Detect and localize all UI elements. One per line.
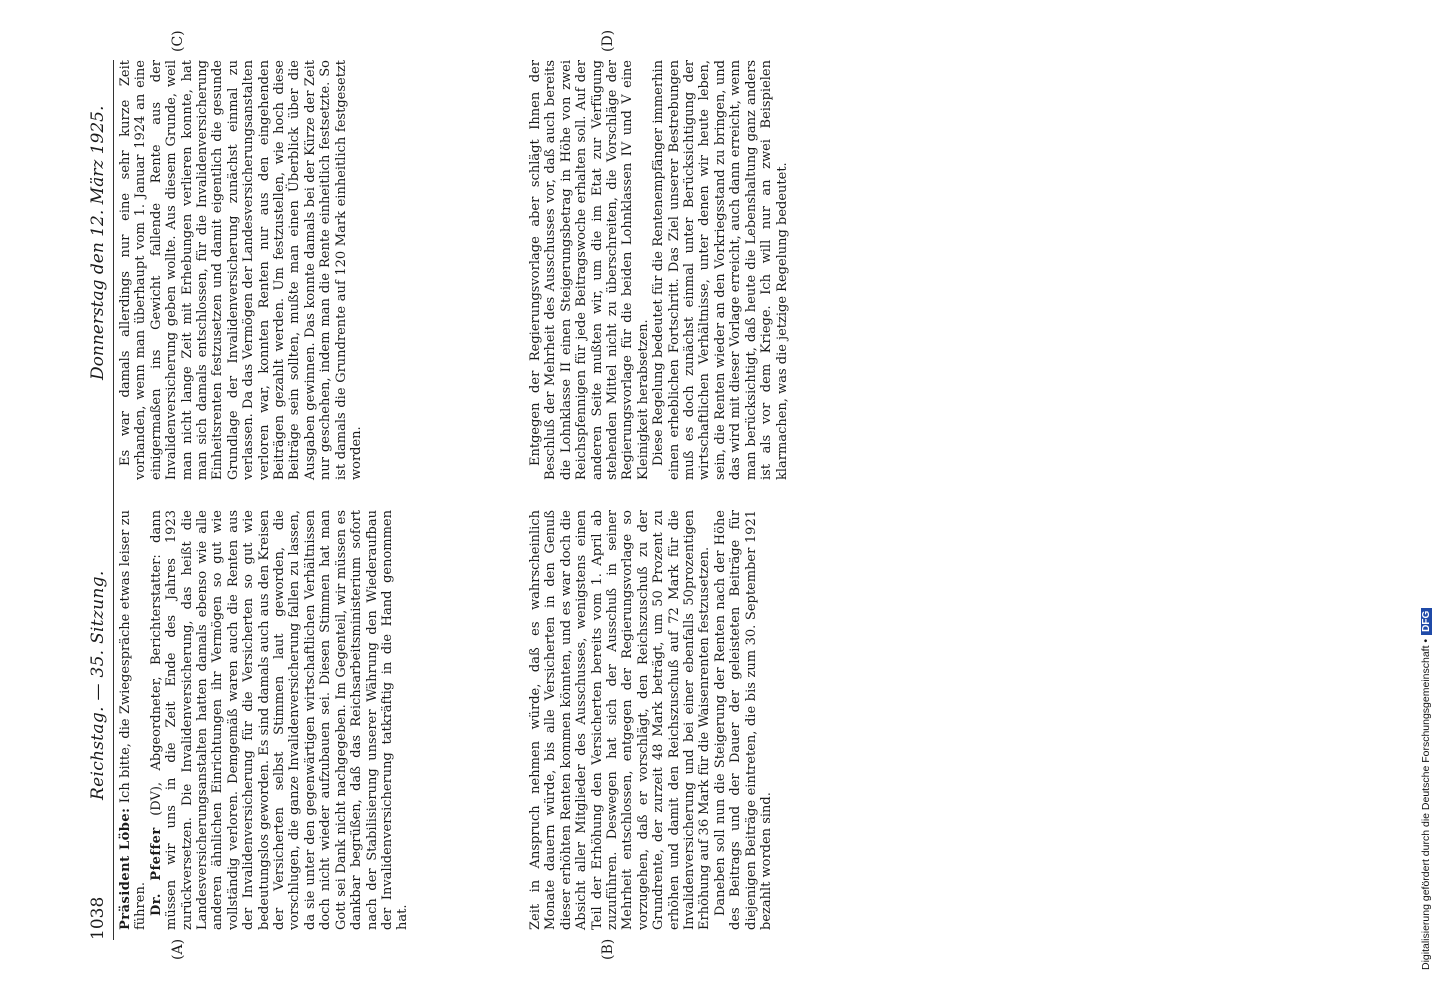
text-column-3 — [528, 510, 775, 930]
paragraph — [118, 60, 365, 480]
paragraph — [528, 510, 713, 930]
marker-a: (A) — [170, 938, 186, 960]
paragraph-text: Ich bitte, die Zwiegespräche etwas leiser zu führen. — [118, 510, 149, 930]
speaker-name: Dr. Pfeffer — [148, 827, 164, 916]
paragraph — [118, 510, 149, 930]
header-rule — [113, 60, 114, 940]
paragraph-text: Es war damals allerdings nur eine sehr kurze Zeit vorhanden, wenn man überhaupt vom 1. Januar 1924 an eine einigermaßen ins Gewicht fallende Rente aus der Invalidenversicherung geben wollte. Aus diesem Grunde, weil man nicht lange Zeit mit Erhebungen verlieren konnte, hat man sich damals entschlossen, für die Invalidenversicherung Einheitsrenten festzusetzen und damit eigentlich die gesunde Grundlage der Invalidenversicherung zunächst einmal zu verlassen. Da das Vermögen der Landesversicherungsanstalten verloren war, konnten Renten nur aus den eingehenden Beiträgen gezahlt werden. Um festzustellen, wie hoch diese Beiträge sein sollten, mußte man einen Überblick über die Ausgaben gewinnen. Das konnte damals bei der Kürze der Zeit nur geschehen, indem man die Rente einheitlich festsetzte. So ist damals die Grundrente auf 120 Mark einheitlich festgesetzt worden. — [118, 60, 365, 480]
page-header — [84, 60, 112, 940]
paragraph-text: Entgegen der Regierungsvorlage aber schlägt Ihnen der Beschluß der Mehrheit des Ausschusses vor, daß auch bereits die Lohnklasse II einen Steigerungsbetrag in Höhe von zwei Reichspfennigen für jede Beitragswoche erhalten soll. Auf der anderen Seite mußten wir, um die im Etat zur Verfügung stehenden Mittel nicht zu überschreiten, die Vorschläge der Regierungsvorlage für die beiden Lohnklassen IV und V eine Kleinigkeit herabsetzen. — [528, 60, 651, 480]
paragraph-text: Zeit in Anspruch nehmen würde, daß es wahrscheinlich Monate dauern würde, bis alle Versicherten in den Genuß dieser erhöhten Renten kommen könnten, und es war doch die Absicht aller Mitglieder des Ausschusses, wenigstens einen Teil der Erhöhung den Versicherten bereits vom 1. April ab zuzuführen. Deswegen hat sich der Ausschuß in seiner Mehrheit entschlossen, entgegen der Regierungsvorlage so vorzugehen, daß er vorschlägt, den Reichszuschuß zu der Grundrente, der zurzeit 48 Mark beträgt, um 50 Prozent zu erhöhen und damit den Reichszuschuß auf 72 Mark für die Invalidenversicherung und bei einer ebenfalls 50prozentigen Erhöhung auf 36 Mark für die Waisenrenten festzusetzen. — [528, 510, 713, 930]
marker-d: (D) — [600, 29, 616, 52]
credit-text: Digitalisierung gefördert durch die Deutsche Forschungsgemeinschaft • — [1420, 638, 1432, 970]
paragraph — [713, 510, 775, 930]
text-column-1 — [118, 510, 411, 930]
credit-line — [1420, 608, 1432, 970]
speaker-name: Präsident Löbe: — [118, 807, 133, 930]
paragraph-text: (DV), Abgeordneter, Berichterstatter: dann müssen wir uns in die Zeit Ende des Jahres 1923 zurückversetzen. Die Invalidenversicherung, das heißt die Landesversicherungsanstalten hatten damals ebenso wie alle anderen ähnlichen Einrichtungen ihr Vermögen so gut wie vollständig verloren. Demgemäß waren auch die Renten aus der Invalidenversicherung für die Versicherten so gut wie bedeutungslos geworden. Es sind damals auch aus den Kreisen der Versicherten selbst Stimmen laut geworden, die vorschlugen, die ganze Invalidenversicherung fallen zu lassen, da sie unter den gegenwärtigen wirtschaftlichen Verhältnissen doch nicht wieder aufzubauen sei. Diesen Stimmen hat man Gott sei Dank nicht nachgegeben. Im Gegenteil, wir müssen es dankbar begrüßen, daß das Reichsarbeitsministerium sofort nach der Stabilisierung unserer Währung den Wiederaufbau der Invalidenversicherung tatkräftig in die Hand genommen hat. — [148, 510, 411, 930]
paragraph — [651, 60, 790, 480]
paragraph — [149, 510, 411, 930]
paragraph-text: Daneben soll nun die Steigerung der Renten nach der Höhe des Beitrags und der Dauer der geleisteten Beiträge für diejenigen Beiträge eintreten, die bis zum 30. September 1921 bezahlt worden sind. — [712, 510, 775, 930]
session-date: Donnerstag den 12. März 1925. — [88, 105, 108, 380]
marker-b: (B) — [600, 938, 616, 960]
page-number: 1038 — [88, 896, 108, 940]
running-head: Reichstag. — 35. Sitzung. — [88, 570, 108, 800]
paragraph-text: Diese Regelung bedeutet für die Rentenempfänger immerhin einen erheblichen Fortschritt. Das Ziel unserer Bestrebungen muß es doch zunächst einmal unter Berücksichtigung der wirtschaftlichen Verhältnisse, unter denen wir heute leben, sein, die Renten wieder an den Vorkriegsstand zu bringen, und das wird mit dieser Vorlage erreicht, auch dann erreicht, wenn man berücksichtigt, daß heute die Lebenshaltung ganz anders ist als vor dem Kriege. Ich will nur an zwei Beispielen klarmachen, was die jetzige Regelung bedeutet. — [651, 60, 790, 480]
marker-c: (C) — [170, 30, 186, 52]
paragraph — [528, 60, 651, 480]
text-column-4 — [528, 60, 790, 480]
text-column-2 — [118, 60, 365, 480]
dfg-logo: DFG — [1421, 608, 1432, 635]
